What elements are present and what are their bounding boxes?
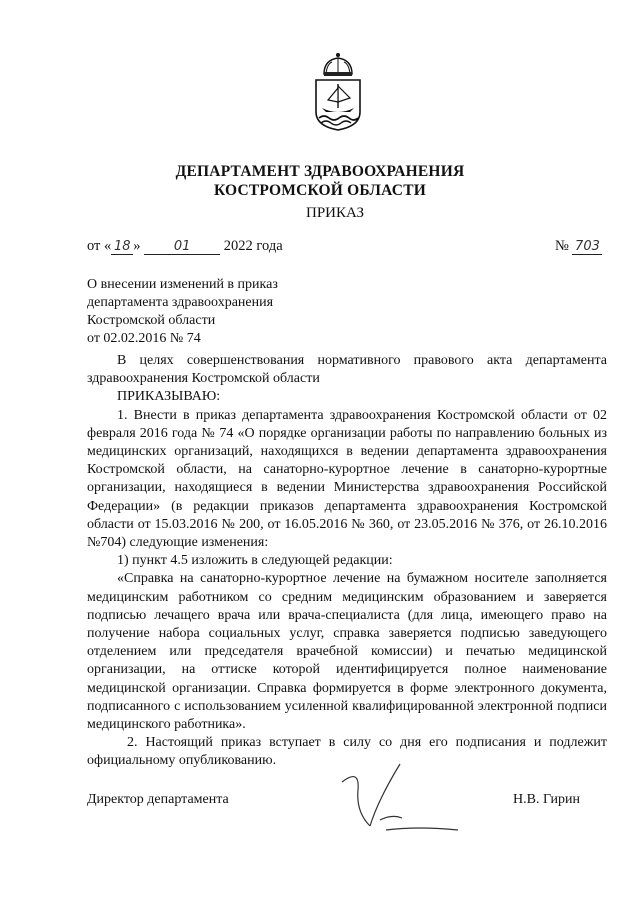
order-body bbox=[87, 352, 607, 771]
handwritten-signature bbox=[330, 760, 460, 840]
date-month: 01 bbox=[173, 239, 191, 254]
subject-line: Костромской области bbox=[87, 313, 216, 328]
item-1-quote: «Справка на санаторно-курортное лечение на бумажном носителе заполняется медицинским работником со средним медицинским образованием и заверяется подписью лечащего врача или врача-специалиста (для лица, имеющего право на получение набора социальных услуг, справка заверяется подписью заведующего отделением или председателя врачебной комиссии) и печатью медицинской организации, на оттиске которой идентифицируется полное наименование медицинской организации. Справка формируется в форме электронного документа, подписанного с использованием усиленной квалифицированной электронной подписи медицинского работника». bbox=[87, 571, 607, 733]
signer-position: Директор департамента bbox=[87, 792, 229, 807]
subject-line: департамента здравоохранения bbox=[87, 295, 274, 310]
organization-name-line2: КОСТРОМСКОЙ ОБЛАСТИ bbox=[213, 182, 426, 199]
coat-of-arms-icon bbox=[310, 52, 366, 132]
date-year: 2022 года bbox=[223, 238, 283, 254]
order-number: № 703 bbox=[555, 238, 602, 255]
preamble: В целях совершенствования нормативного правового акта департамента здравоохранения Костромской области bbox=[87, 353, 607, 387]
order-subject bbox=[87, 276, 278, 348]
subject-line: О внесении изменений в приказ bbox=[87, 277, 278, 292]
order-date: от « 18 » 01 2022 года bbox=[87, 238, 283, 254]
item-2: 2. Настоящий приказ вступает в силу со дня его подписания и подлежит официальному опубликованию. bbox=[87, 735, 607, 769]
decree-word: ПРИКАЗЫВАЮ: bbox=[117, 389, 221, 405]
item-1: 1. Внести в приказ департамента здравоохранения Костромской области от 02 февраля 2016 года № 74 «О порядке организации работы по направлению больных из медицинских организаций, находящихся в ведении департамента здравоохранения Костромской области, на санаторно-курортное лечение в санаторно-курортные организации, находящиеся в ведении Министерства здравоохранения Российской Федерации» (в редакции приказов департамента здравоохранения Костромской области от 15.03.2016 № 200, от 16.05.2016 № 360, от 23.05.2016 № 376, от 26.10.2016 №704) следующие изменения: bbox=[87, 407, 607, 551]
document-type-title: ПРИКАЗ bbox=[306, 205, 364, 221]
organization-name-line1: ДЕПАРТАМЕНТ ЗДРАВООХРАНЕНИЯ bbox=[175, 163, 465, 180]
date-day: 18 bbox=[114, 239, 131, 254]
item-1-subitem: 1) пункт 4.5 изложить в следующей редакции: bbox=[117, 553, 393, 569]
subject-line: от 02.02.2016 № 74 bbox=[87, 331, 201, 346]
order-number-value: 703 bbox=[575, 239, 600, 254]
signer-name: Н.В. Гирин bbox=[513, 792, 580, 807]
